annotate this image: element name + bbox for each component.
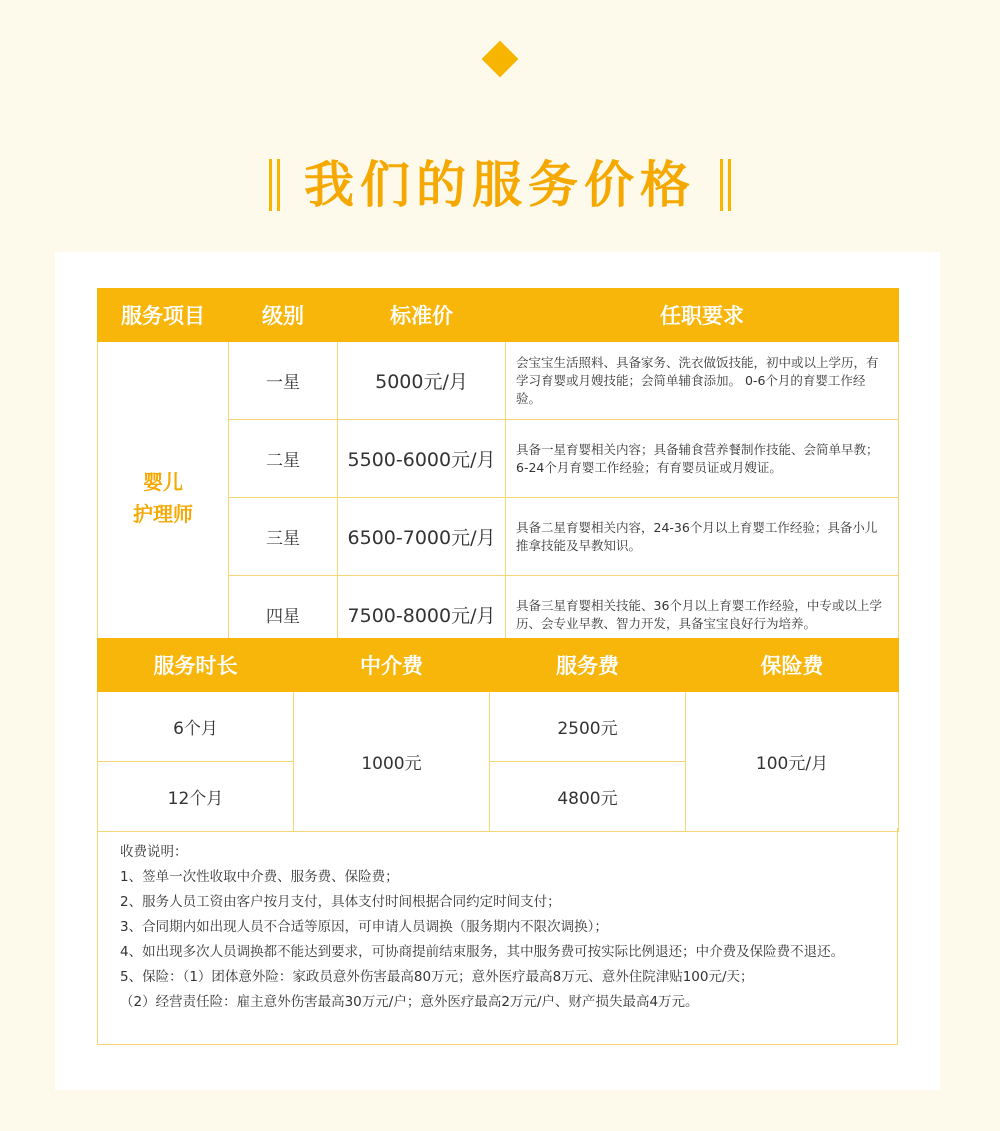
insurance-fee-cell: 100元/月 [686,692,899,832]
table-row [98,342,899,420]
requirement-cell: 会宝宝生活照料、具备家务、洗衣做饭技能，初中或以上学历，有学习育婴或月嫂技能；会简单辅食添加。 0-6个月的育婴工作经验。 [506,342,899,420]
duration-cell: 12个月 [98,762,294,832]
level-cell: 三星 [229,498,338,576]
agency-fee-cell: 1000元 [294,692,490,832]
fee-table-header [98,639,899,692]
price-cell: 5500-6000元/月 [338,420,506,498]
fee-table [97,638,899,832]
header-service-item: 服务项目 [98,289,229,342]
price-cell: 6500-7000元/月 [338,498,506,576]
notes-heading: 收费说明： [120,844,188,860]
header-level: 级别 [229,289,338,342]
header-service-fee: 服务费 [490,639,686,692]
service-fee-cell: 4800元 [490,762,686,832]
page-title: 我们的服务价格 [304,155,696,214]
role-cell [98,342,229,654]
note-item: 3、合同期内如出现人员不合适等原因，可申请人员调换（服务期内不限次调换）； [120,919,608,935]
level-cell: 四星 [229,576,338,654]
price-cell: 7500-8000元/月 [338,576,506,654]
title-bars-right [720,159,731,211]
level-cell: 二星 [229,420,338,498]
price-cell: 5000元/月 [338,342,506,420]
note-item: 1、签单一次性收取中介费、服务费、保险费； [120,869,399,885]
role-line1: 婴儿 [143,469,183,494]
header-requirements: 任职要求 [506,289,899,342]
note-item: 4、如出现多次人员调换都不能达到要求，可协商提前结束服务，其中服务费可按实际比例退还；中介费及保险费不退还。 [120,944,845,960]
price-table [97,288,899,654]
price-table-header [98,289,899,342]
title-bars-left [269,159,280,211]
role-line2: 护理师 [133,501,193,526]
header-standard-price: 标准价 [338,289,506,342]
header-duration: 服务时长 [98,639,294,692]
level-cell: 一星 [229,342,338,420]
fee-notes [97,828,898,1045]
table-row [98,692,899,762]
title-block [0,150,1000,220]
diamond-icon [482,41,519,78]
duration-cell: 6个月 [98,692,294,762]
header-insurance-fee: 保险费 [686,639,899,692]
requirement-cell: 具备一星育婴相关内容；具备辅食营养餐制作技能、会简单早教；6-24个月育婴工作经验；有育婴员证或月嫂证。 [506,420,899,498]
requirement-cell: 具备二星育婴相关内容，24-36个月以上育婴工作经验；具备小儿推拿技能及早教知识。 [506,498,899,576]
header-agency-fee: 中介费 [294,639,490,692]
requirement-cell: 具备三星育婴相关技能、36个月以上育婴工作经验，中专或以上学历、会专业早教、智力开发，具备宝宝良好行为培养。 [506,576,899,654]
note-item: 2、服务人员工资由客户按月支付，具体支付时间根据合同约定时间支付； [120,894,561,910]
note-item: （2）经营责任险：雇主意外伤害最高30万元/户；意外医疗最高2万元/户、财产损失最高4万元。 [120,994,699,1010]
price-card [55,252,940,1090]
service-fee-cell: 2500元 [490,692,686,762]
note-item: 5、保险：（1）团体意外险：家政员意外伤害最高80万元；意外医疗最高8万元、意外住院津贴100元/天； [120,969,754,985]
